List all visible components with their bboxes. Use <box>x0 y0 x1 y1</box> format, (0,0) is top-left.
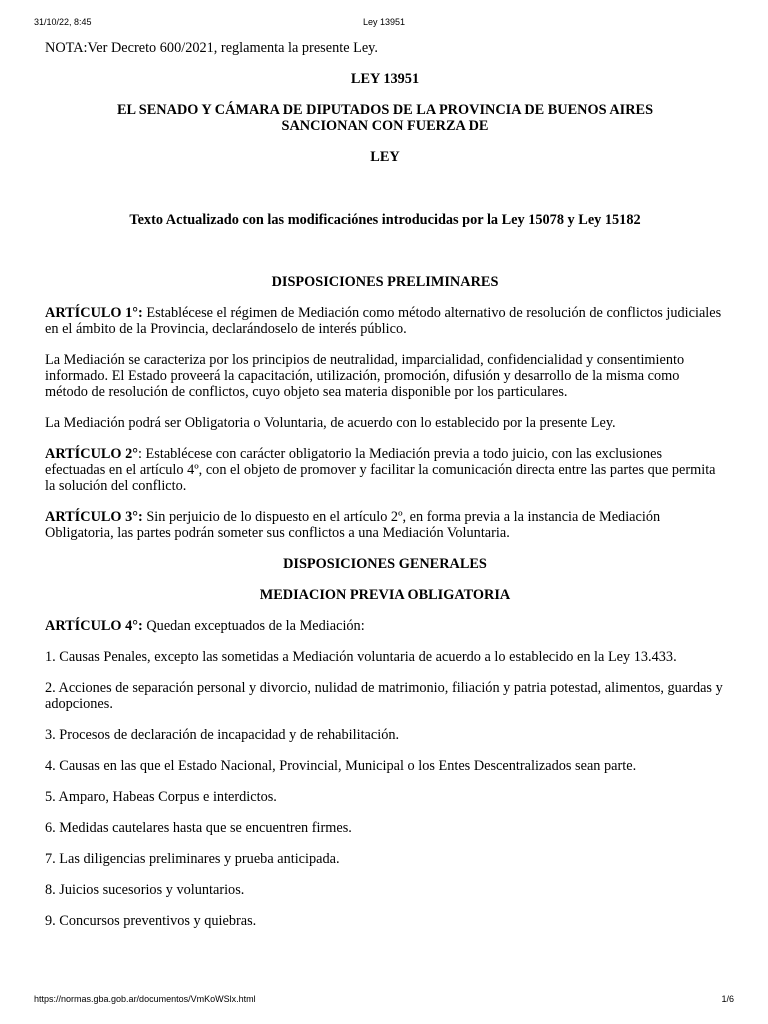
article-2-label: ARTÍCULO 2° <box>45 446 138 462</box>
exclusion-item: 9. Concursos preventivos y quiebras. <box>45 913 257 929</box>
print-header-datetime: 31/10/22, 8:45 <box>34 17 92 27</box>
article-1-text: Establécese el régimen de Mediación como método alternativo de resolución de conflictos judiciales en el ámbito de la Provincia, declarándoselo de interés público. <box>45 305 722 337</box>
exclusion-item: 7. Las diligencias preliminares y prueba anticipada. <box>45 851 340 867</box>
article-1 <box>45 305 725 337</box>
law-number-heading: LEY 13951 <box>350 71 420 87</box>
print-header-title: Ley 13951 <box>362 17 406 27</box>
ley-heading: LEY <box>370 149 400 165</box>
sanction-line-1: EL SENADO Y CÁMARA DE DIPUTADOS DE LA PROVINCIA DE BUENOS AIRES <box>116 102 654 118</box>
article-2-text: : Establécese con carácter obligatorio la Mediación previa a todo juicio, con las exclusiones efectuadas en el artículo 4º, con el objeto de promover y facilitar la comunicación directa entre las partes que permita la solución del conflicto. <box>45 446 716 494</box>
exclusion-item: 3. Procesos de declaración de incapacidad y de rehabilitación. <box>45 727 400 743</box>
article-3-label: ARTÍCULO 3°: <box>45 509 143 525</box>
decree-note: NOTA:Ver Decreto 600/2021, reglamenta la presente Ley. <box>45 40 378 56</box>
updated-text-heading: Texto Actualizado con las modificaciónes introducidas por la Ley 15078 y Ley 15182 <box>129 212 641 228</box>
sanction-line-2: SANCIONAN CON FUERZA DE <box>281 118 489 134</box>
exclusion-item: 4. Causas en las que el Estado Nacional, Provincial, Municipal o los Entes Descentralizados sean parte. <box>45 758 637 774</box>
article-1-paragraph-3: La Mediación podrá ser Obligatoria o Voluntaria, de acuerdo con lo establecido por la presente Ley. <box>45 415 616 431</box>
document-body <box>45 40 725 944</box>
article-1-paragraph-2: La Mediación se caracteriza por los principios de neutralidad, imparcialidad, confidencialidad y consentimiento informado. El Estado proveerá la capacitación, utilización, promoción, difusión y desarrollo de la misma como método de resolución de conflictos, cuyo objeto sea materia disponible por los particulares. <box>45 352 685 400</box>
article-1-label: ARTÍCULO 1°: <box>45 305 143 321</box>
print-footer-page: 1/6 <box>721 994 734 1004</box>
article-3-text: Sin perjuicio de lo dispuesto en el artículo 2º, en forma previa a la instancia de Mediación Obligatoria, las partes podrán someter sus conflictos a una Mediación Voluntaria. <box>45 509 661 541</box>
article-4-label: ARTÍCULO 4°: <box>45 618 143 634</box>
article-2 <box>45 446 725 494</box>
article-4-text: Quedan exceptuados de la Mediación: <box>142 618 365 634</box>
section-general-heading: DISPOSICIONES GENERALES <box>283 556 487 572</box>
exclusion-item: 1. Causas Penales, excepto las sometidas a Mediación voluntaria de acuerdo a lo establecido en la Ley 13.433. <box>45 649 677 665</box>
article-4 <box>45 618 725 634</box>
section-preliminary-heading: DISPOSICIONES PRELIMINARES <box>271 274 499 290</box>
article-3 <box>45 509 725 541</box>
sanction-heading <box>45 102 725 134</box>
exclusion-item: 2. Acciones de separación personal y divorcio, nulidad de matrimonio, filiación y patria potestad, alimentos, guardas y adopciones. <box>45 680 723 712</box>
print-footer-url: https://normas.gba.gob.ar/documentos/VmKoWSlx.html <box>34 994 256 1004</box>
section-mediation-heading: MEDIACION PREVIA OBLIGATORIA <box>259 587 511 603</box>
exclusion-item: 5. Amparo, Habeas Corpus e interdictos. <box>45 789 277 805</box>
exclusion-item: 6. Medidas cautelares hasta que se encuentren firmes. <box>45 820 352 836</box>
exclusion-item: 8. Juicios sucesorios y voluntarios. <box>45 882 245 898</box>
print-header <box>0 17 768 31</box>
print-footer <box>0 994 768 1008</box>
